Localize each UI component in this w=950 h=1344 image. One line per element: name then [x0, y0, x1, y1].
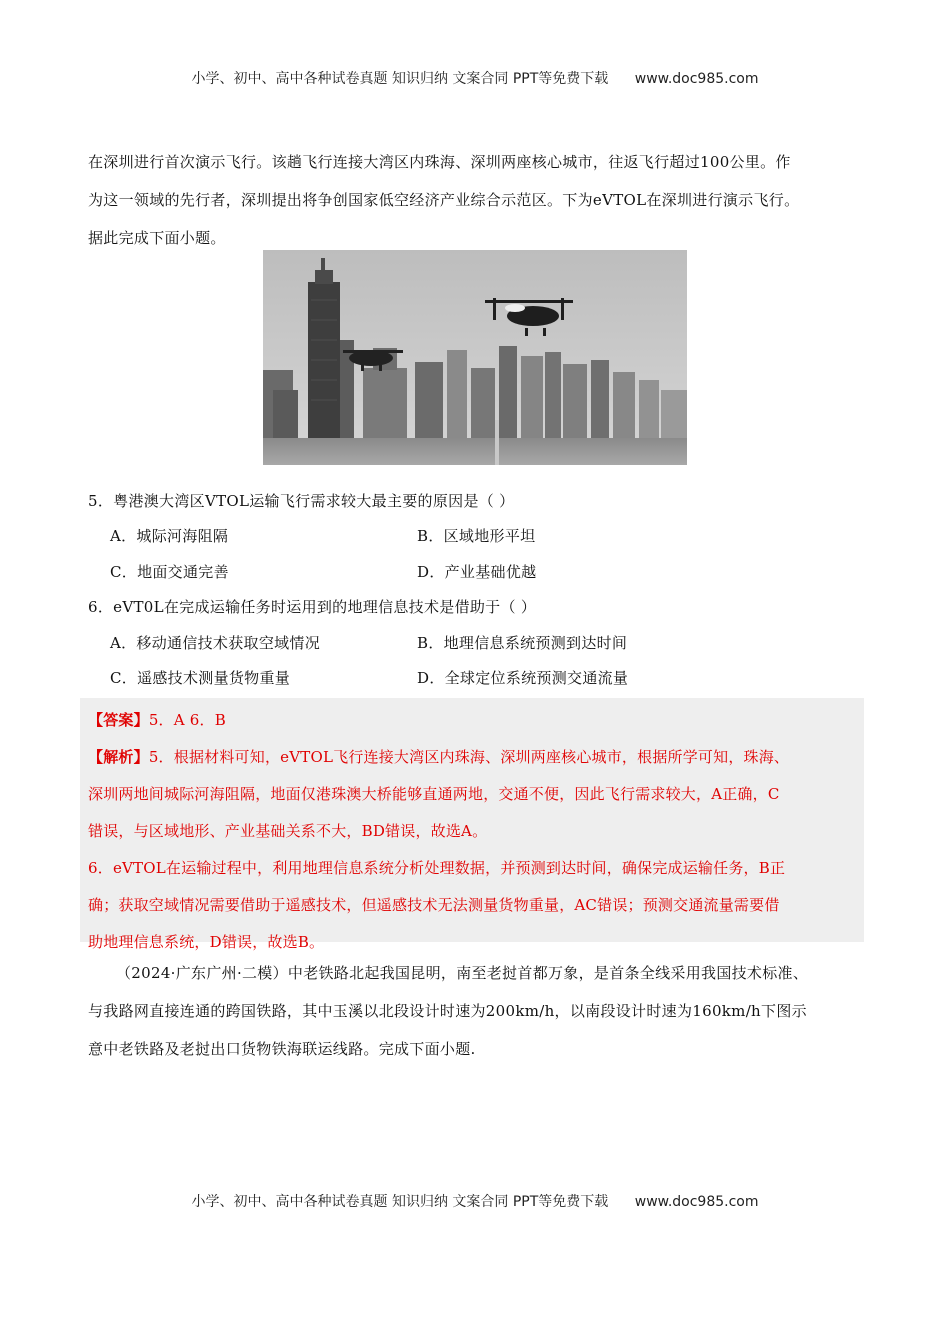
intro-line: （2024·广东广州·二模）中老铁路北起我国昆明，南至老挝首都万象，是首条全线采用我国技术标准、	[116, 964, 809, 982]
next-question-intro	[88, 954, 868, 1068]
page-footer	[0, 1191, 950, 1211]
q5-option-c[interactable]: C．地面交通完善	[110, 563, 229, 581]
analysis-line: 助地理信息系统，D错误，故选B。	[88, 933, 325, 951]
q5-option-b[interactable]: B．区域地形平坦	[417, 527, 536, 545]
answer-analysis	[88, 702, 858, 961]
intro-line: 与我路网直接连通的跨国铁路，其中玉溪以北段设计时速为200km/h，以南段设计时速为160km/h下图示	[88, 1002, 807, 1020]
answer-text: 5．A 6．B	[148, 711, 226, 729]
q6-option-b[interactable]: B．地理信息系统预测到达时间	[417, 634, 628, 652]
footer-text: 小学、初中、高中各种试卷真题 知识归纳 文案合同 PPT等免费下载	[191, 1194, 609, 1210]
q6-option-c[interactable]: C．遥感技术测量货物重量	[110, 669, 291, 687]
q6-option-a[interactable]: A．移动通信技术获取空域情况	[110, 634, 321, 652]
q6-option-d[interactable]: D．全球定位系统预测交通流量	[417, 669, 629, 687]
page-header	[0, 68, 950, 88]
analysis-line: 6．eVTOL在运输过程中，利用地理信息系统分析处理数据，并预测到达时间，确保完成运输任务，B正	[88, 859, 786, 877]
q5-option-d[interactable]: D．产业基础优越	[417, 563, 537, 581]
analysis-line: 错误，与区域地形、产业基础关系不大，BD错误，故选A。	[88, 822, 488, 840]
header-text: 小学、初中、高中各种试卷真题 知识归纳 文案合同 PPT等免费下载	[191, 71, 609, 87]
intro-paragraph	[88, 143, 860, 257]
question-6-stem: 6．eVT0L在完成运输任务时运用到的地理信息技术是借助于（ ）	[88, 598, 537, 616]
intro-line: 在深圳进行首次演示飞行。该趟飞行连接大湾区内珠海、深圳两座核心城市，往返飞行超过100公里。作	[88, 153, 791, 171]
footer-site-link[interactable]: www.doc985.com	[634, 1194, 759, 1210]
intro-line: 意中老铁路及老挝出口货物铁海联运线路。完成下面小题.	[88, 1040, 476, 1058]
analysis-line: 深圳两地间城际河海阻隔，地面仅港珠澳大桥能够直通两地，交通不便，因此飞行需求较大，A正确，C	[88, 785, 780, 803]
analysis-line: 5．根据材料可知，eVTOL飞行连接大湾区内珠海、深圳两座核心城市，根据所学可知，珠海、	[148, 748, 790, 766]
q5-option-a[interactable]: A．城际河海阻隔	[110, 527, 229, 545]
intro-line: 据此完成下面小题。	[88, 229, 226, 247]
evtol-demo-photo	[263, 250, 687, 465]
analysis-label: 【解析】	[88, 748, 149, 766]
intro-line: 为这一领域的先行者，深圳提出将争创国家低空经济产业综合示范区。下为eVTOL在深圳进行演示飞行。	[88, 191, 800, 209]
analysis-line: 确；获取空域情况需要借助于遥感技术，但遥感技术无法测量货物重量，AC错误；预测交通流量需要借	[88, 896, 780, 914]
answer-label: 【答案】	[88, 711, 149, 729]
header-site-link[interactable]: www.doc985.com	[634, 71, 759, 87]
question-5-stem: 5．粤港澳大湾区VTOL运输飞行需求较大最主要的原因是（ ）	[88, 492, 515, 510]
